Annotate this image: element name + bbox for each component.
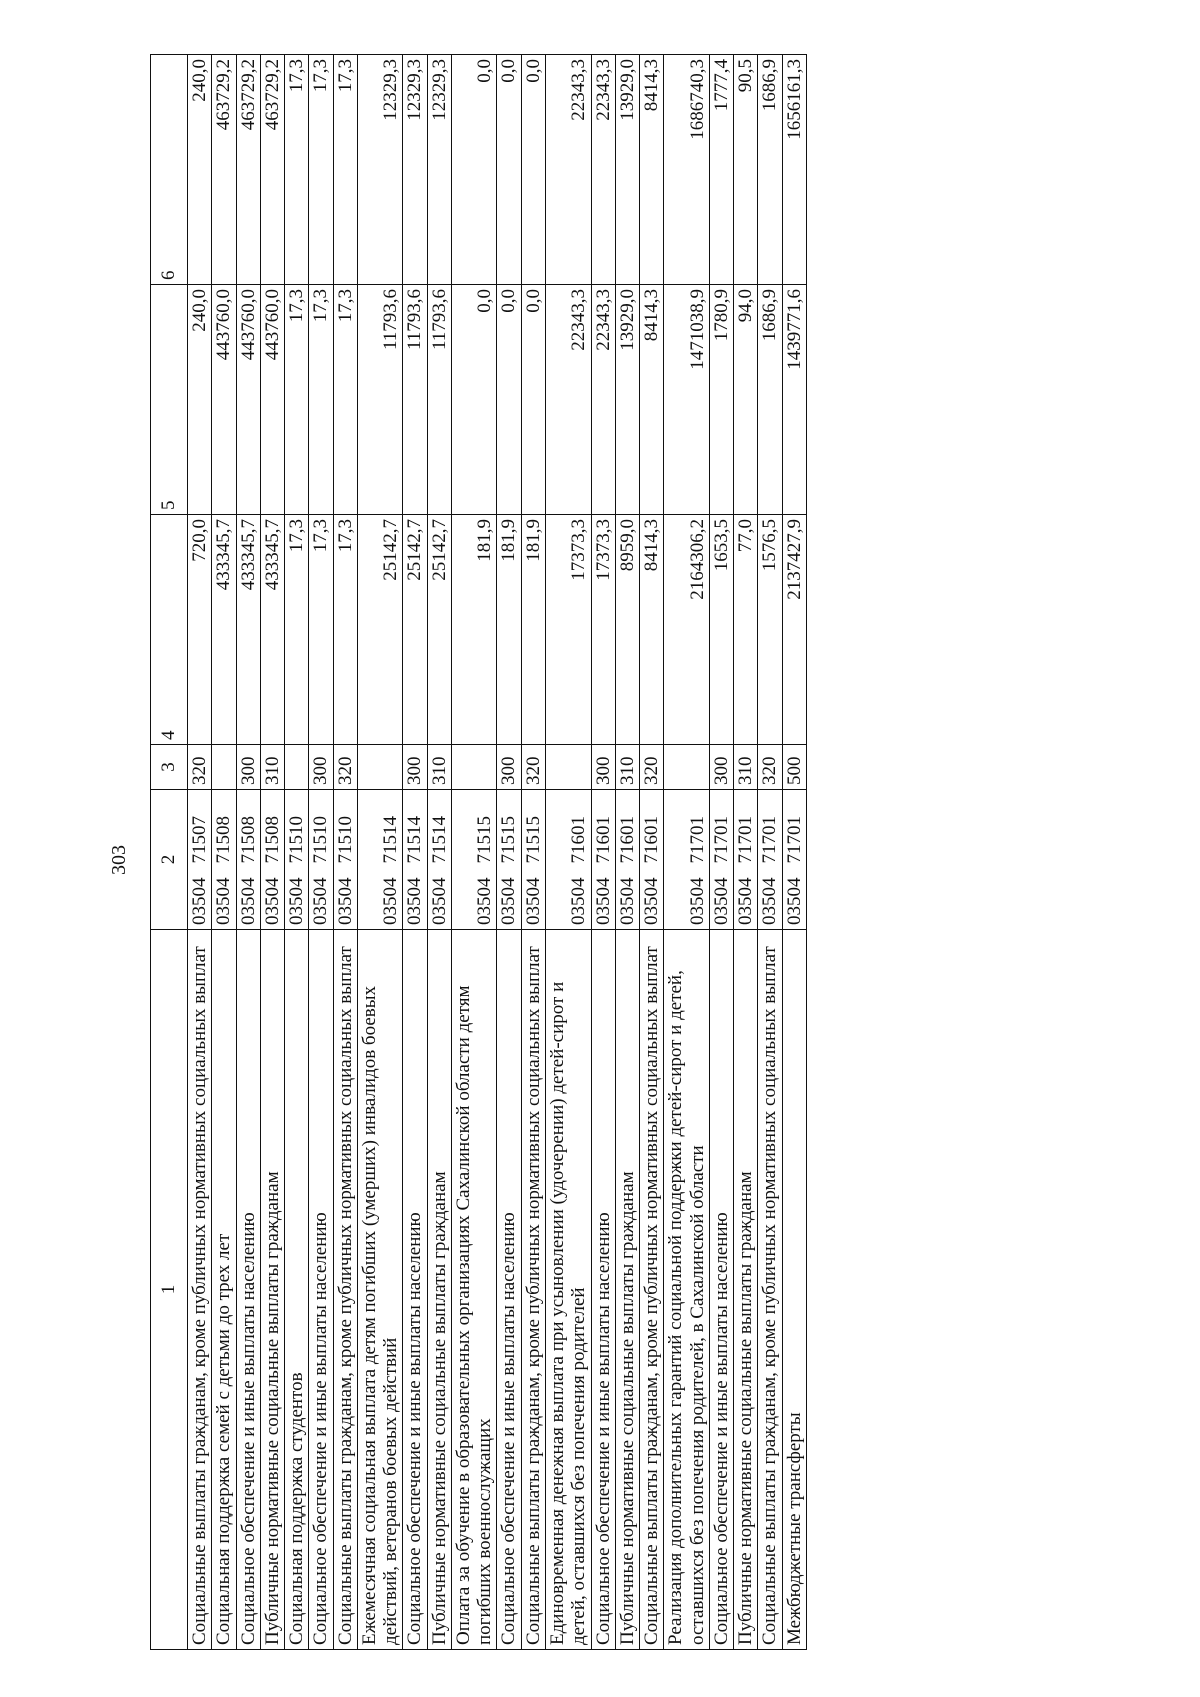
row-value-col4: 25142,7 (427, 515, 451, 745)
row-code (236, 790, 260, 930)
table-row (709, 55, 733, 1650)
row-section-code: 03504 (759, 877, 781, 925)
row-value-col6: 1686740,3 (664, 55, 710, 285)
row-target-code: 71601 (568, 816, 590, 864)
table-row (188, 55, 212, 1650)
row-value-col5: 443760,0 (236, 285, 260, 515)
row-value-col6: 12329,3 (427, 55, 451, 285)
row-code (664, 790, 710, 930)
row-value-col5: 0,0 (521, 285, 545, 515)
row-value-col6: 0,0 (451, 55, 497, 285)
row-section-code: 03504 (710, 877, 732, 925)
row-value-col5: 17,3 (333, 285, 357, 515)
row-value-col5: 11793,6 (427, 285, 451, 515)
row-section-code: 03504 (686, 877, 708, 925)
row-name: Публичные нормативные социальные выплаты гражданам (427, 930, 451, 1650)
row-value-col6: 22343,3 (591, 55, 615, 285)
row-target-code: 71507 (189, 816, 210, 864)
rotated-page (108, 55, 1100, 1650)
row-expense-type: 300 (591, 745, 615, 790)
row-target-code: 71508 (261, 816, 283, 864)
row-section-code: 03504 (380, 877, 402, 925)
header-col-2: 2 (151, 790, 188, 930)
row-expense-type: 300 (497, 745, 521, 790)
row-name: Публичные нормативные социальные выплаты гражданам (734, 930, 758, 1650)
row-value-col4: 433345,7 (260, 515, 284, 745)
row-code (333, 790, 357, 930)
row-name: Социальное обеспечение и иные выплаты населению (709, 930, 733, 1650)
row-code (782, 790, 806, 930)
row-value-col5: 13929,0 (615, 285, 639, 515)
budget-table (150, 54, 807, 1650)
row-section-code: 03504 (735, 877, 757, 925)
row-value-col4: 2164306,2 (664, 515, 710, 745)
row-section-code: 03504 (404, 877, 426, 925)
row-value-col4: 433345,7 (236, 515, 260, 745)
row-expense-type (357, 745, 403, 790)
row-name: Публичные нормативные социальные выплаты гражданам (615, 930, 639, 1650)
row-name: Социальное обеспечение и иные выплаты населению (591, 930, 615, 1650)
table-row (497, 55, 521, 1650)
row-expense-type: 310 (734, 745, 758, 790)
row-value-col5: 17,3 (309, 285, 333, 515)
row-value-col5: 11793,6 (403, 285, 427, 515)
table-row (782, 55, 806, 1650)
row-section-code: 03504 (310, 877, 332, 925)
row-target-code: 71515 (498, 816, 520, 864)
row-value-col5: 0,0 (451, 285, 497, 515)
row-value-col4: 77,0 (734, 515, 758, 745)
header-col-3: 3 (151, 745, 188, 790)
row-code (285, 790, 309, 930)
row-value-col4: 17,3 (309, 515, 333, 745)
header-col-6: 6 (151, 55, 188, 285)
row-section-code: 03504 (428, 877, 450, 925)
row-name: Социальное обеспечение и иные выплаты населению (497, 930, 521, 1650)
row-value-col5: 1471038,9 (664, 285, 710, 515)
row-code (212, 790, 236, 930)
row-value-col5: 22343,3 (545, 285, 591, 515)
row-expense-type: 300 (236, 745, 260, 790)
row-code (591, 790, 615, 930)
row-section-code: 03504 (616, 877, 638, 925)
row-target-code: 71514 (380, 816, 402, 864)
row-name: Социальные выплаты гражданам, кроме публичных нормативных социальных выплат (758, 930, 782, 1650)
row-target-code: 71508 (237, 816, 259, 864)
row-value-col5: 443760,0 (212, 285, 236, 515)
row-target-code: 71701 (710, 816, 732, 864)
row-section-code: 03504 (783, 877, 805, 925)
row-value-col5: 1780,9 (709, 285, 733, 515)
row-section-code: 03504 (474, 877, 496, 925)
row-code (309, 790, 333, 930)
table-row (734, 55, 758, 1650)
row-expense-type: 310 (427, 745, 451, 790)
row-value-col5: 240,0 (188, 285, 212, 515)
row-value-col6: 0,0 (497, 55, 521, 285)
row-expense-type (545, 745, 591, 790)
row-value-col5: 0,0 (497, 285, 521, 515)
row-value-col4: 25142,7 (357, 515, 403, 745)
row-section-code: 03504 (592, 877, 614, 925)
row-value-col6: 463729,2 (260, 55, 284, 285)
table-row (236, 55, 260, 1650)
row-value-col4: 720,0 (188, 515, 212, 745)
row-target-code: 71508 (213, 816, 235, 864)
row-value-col4: 17373,3 (591, 515, 615, 745)
row-expense-type: 310 (615, 745, 639, 790)
row-name: Социальные выплаты гражданам, кроме публичных нормативных социальных выплат (333, 930, 357, 1650)
row-expense-type (212, 745, 236, 790)
row-value-col6: 1686,9 (758, 55, 782, 285)
header-col-4: 4 (151, 515, 188, 745)
row-section-code: 03504 (237, 877, 259, 925)
row-value-col5: 17,3 (285, 285, 309, 515)
table-row (333, 55, 357, 1650)
table-row (427, 55, 451, 1650)
row-expense-type (285, 745, 309, 790)
row-name: Социальная поддержка студентов (285, 930, 309, 1650)
row-expense-type (664, 745, 710, 790)
row-section-code: 03504 (286, 877, 308, 925)
row-target-code: 71701 (686, 816, 708, 864)
row-code (615, 790, 639, 930)
row-value-col4: 2137427,9 (782, 515, 806, 745)
row-expense-type: 320 (521, 745, 545, 790)
table-body (188, 55, 807, 1650)
row-value-col4: 25142,7 (403, 515, 427, 745)
row-expense-type: 320 (640, 745, 664, 790)
row-value-col5: 443760,0 (260, 285, 284, 515)
row-value-col6: 12329,3 (357, 55, 403, 285)
row-name: Социальное обеспечение и иные выплаты населению (236, 930, 260, 1650)
row-code (451, 790, 497, 930)
row-code (758, 790, 782, 930)
row-expense-type: 320 (333, 745, 357, 790)
row-value-col6: 8414,3 (640, 55, 664, 285)
row-code (734, 790, 758, 930)
row-value-col6: 13929,0 (615, 55, 639, 285)
row-value-col6: 463729,2 (236, 55, 260, 285)
table-row (212, 55, 236, 1650)
row-value-col4: 181,9 (451, 515, 497, 745)
row-target-code: 71510 (310, 816, 332, 864)
row-expense-type (451, 745, 497, 790)
row-value-col4: 8959,0 (615, 515, 639, 745)
row-name: Реализация дополнительных гарантий социальной поддержки детей-сирот и детей, оставшихся без попечения родителей, в Сахалинской области (664, 930, 710, 1650)
row-code (403, 790, 427, 930)
row-target-code: 71601 (641, 816, 663, 864)
row-code (545, 790, 591, 930)
header-col-1: 1 (151, 930, 188, 1650)
row-section-code: 03504 (641, 877, 663, 925)
row-expense-type: 310 (260, 745, 284, 790)
row-name: Публичные нормативные социальные выплаты гражданам (260, 930, 284, 1650)
table-row (285, 55, 309, 1650)
row-value-col5: 1439771,6 (782, 285, 806, 515)
row-value-col4: 433345,7 (212, 515, 236, 745)
row-target-code: 71601 (592, 816, 614, 864)
row-name: Социальное обеспечение и иные выплаты населению (309, 930, 333, 1650)
row-section-code: 03504 (522, 877, 544, 925)
row-value-col6: 90,5 (734, 55, 758, 285)
row-value-col4: 17373,3 (545, 515, 591, 745)
row-value-col5: 11793,6 (357, 285, 403, 515)
row-target-code: 71514 (404, 816, 426, 864)
header-row (151, 55, 188, 1650)
row-value-col6: 17,3 (333, 55, 357, 285)
row-value-col4: 1576,5 (758, 515, 782, 745)
row-section-code: 03504 (568, 877, 590, 925)
row-value-col5: 94,0 (734, 285, 758, 515)
row-value-col6: 240,0 (188, 55, 212, 285)
row-code (521, 790, 545, 930)
row-value-col6: 463729,2 (212, 55, 236, 285)
page-number: 303 (108, 845, 130, 875)
row-value-col6: 17,3 (309, 55, 333, 285)
row-target-code: 71515 (474, 816, 496, 864)
table-row (615, 55, 639, 1650)
table-row (309, 55, 333, 1650)
row-name: Социальные выплаты гражданам, кроме публичных нормативных социальных выплат (521, 930, 545, 1650)
row-code (640, 790, 664, 930)
table-row (545, 55, 591, 1650)
row-expense-type: 300 (309, 745, 333, 790)
table-row (640, 55, 664, 1650)
row-target-code: 71701 (759, 816, 781, 864)
table-row (357, 55, 403, 1650)
row-value-col4: 8414,3 (640, 515, 664, 745)
row-code (357, 790, 403, 930)
row-value-col5: 8414,3 (640, 285, 664, 515)
row-target-code: 71701 (735, 816, 757, 864)
table-row (403, 55, 427, 1650)
row-name: Социальное обеспечение и иные выплаты населению (403, 930, 427, 1650)
table-row (758, 55, 782, 1650)
row-code (427, 790, 451, 930)
row-section-code: 03504 (334, 877, 356, 925)
row-value-col5: 22343,3 (591, 285, 615, 515)
row-value-col4: 181,9 (521, 515, 545, 745)
row-value-col5: 1686,9 (758, 285, 782, 515)
row-name: Социальная поддержка семей с детьми до трех лет (212, 930, 236, 1650)
row-section-code: 03504 (189, 877, 210, 925)
row-code (188, 790, 212, 930)
row-expense-type: 320 (758, 745, 782, 790)
row-name: Оплата за обучение в образовательных организациях Сахалинской области детям погибших военнослужащих (451, 930, 497, 1650)
row-name: Социальные выплаты гражданам, кроме публичных нормативных социальных выплат (640, 930, 664, 1650)
row-name: Социальные выплаты гражданам, кроме публичных нормативных социальных выплат (188, 930, 212, 1650)
header-col-5: 5 (151, 285, 188, 515)
row-expense-type: 300 (709, 745, 733, 790)
row-code (709, 790, 733, 930)
row-value-col4: 181,9 (497, 515, 521, 745)
row-value-col4: 17,3 (285, 515, 309, 745)
row-value-col4: 17,3 (333, 515, 357, 745)
row-target-code: 71515 (522, 816, 544, 864)
row-value-col6: 12329,3 (403, 55, 427, 285)
row-value-col6: 1777,4 (709, 55, 733, 285)
row-code (497, 790, 521, 930)
row-value-col4: 1653,5 (709, 515, 733, 745)
row-target-code: 71601 (616, 816, 638, 864)
table-row (451, 55, 497, 1650)
row-target-code: 71510 (334, 816, 356, 864)
row-name: Единовременная денежная выплата при усыновлении (удочерении) детей-сирот и детей, оставшихся без попечения родителей (545, 930, 591, 1650)
row-value-col6: 1656161,3 (782, 55, 806, 285)
row-expense-type: 320 (188, 745, 212, 790)
row-name: Межбюджетные трансферты (782, 930, 806, 1650)
row-target-code: 71510 (286, 816, 308, 864)
row-target-code: 71514 (428, 816, 450, 864)
row-value-col6: 22343,3 (545, 55, 591, 285)
row-section-code: 03504 (498, 877, 520, 925)
row-expense-type: 500 (782, 745, 806, 790)
table-row (591, 55, 615, 1650)
row-value-col6: 0,0 (521, 55, 545, 285)
row-expense-type: 300 (403, 745, 427, 790)
row-section-code: 03504 (213, 877, 235, 925)
row-code (260, 790, 284, 930)
row-target-code: 71701 (783, 816, 805, 864)
row-value-col6: 17,3 (285, 55, 309, 285)
table-row (260, 55, 284, 1650)
table-row (664, 55, 710, 1650)
row-name: Ежемесячная социальная выплата детям погибших (умерших) инвалидов боевых действий, ветеранов боевых действий (357, 930, 403, 1650)
row-section-code: 03504 (261, 877, 283, 925)
table-row (521, 55, 545, 1650)
